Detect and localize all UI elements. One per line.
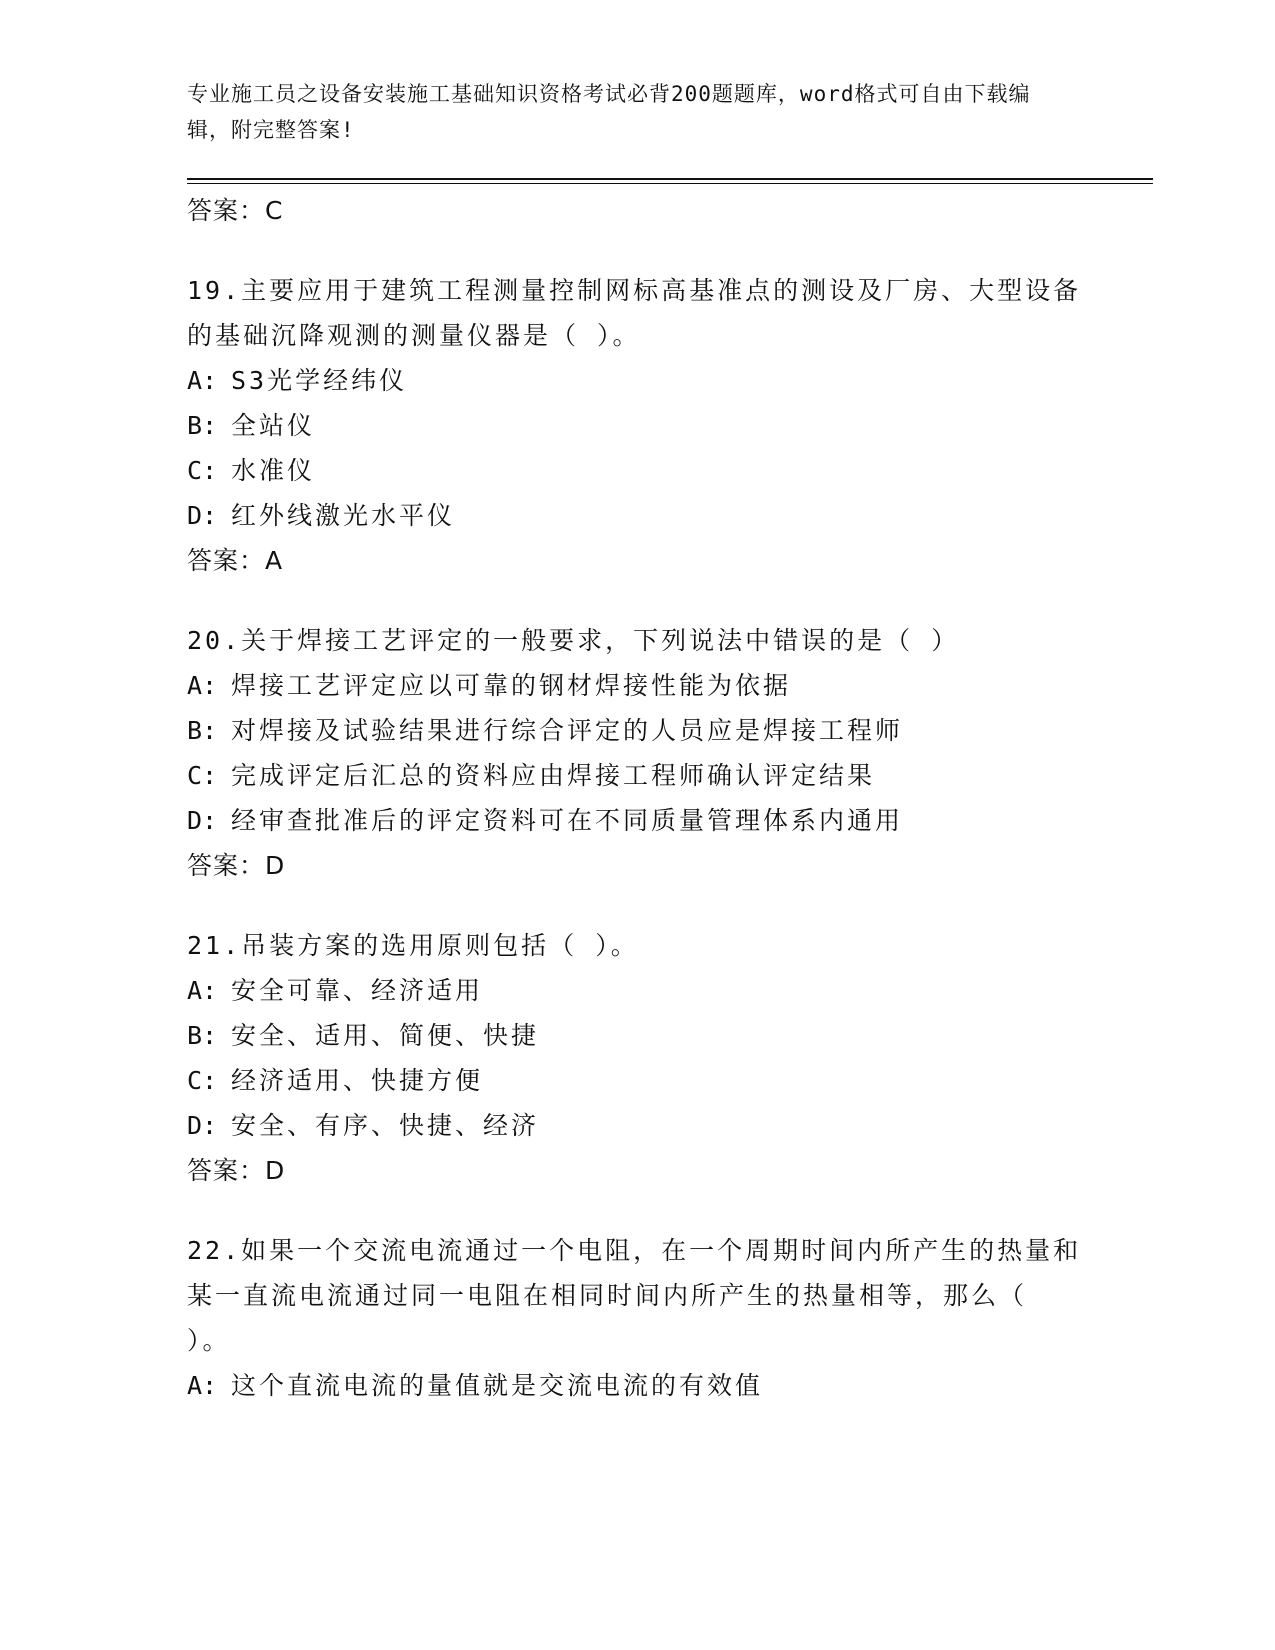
question-text: 19.主要应用于建筑工程测量控制网标高基准点的测设及厂房、大型设备的基础沉降观测的测量仪器是（ ）。: [187, 276, 1082, 350]
option-text: 全站仪: [231, 411, 316, 440]
question-list: [187, 188, 1087, 1408]
question-text: 22.如果一个交流电流通过一个电阻，在一个周期时间内所产生的热量和某一直流电流通过同一电阻在相同时间内所产生的热量相等，那么（ ）。: [187, 1236, 1082, 1355]
answer-line: 答案：D: [187, 851, 286, 880]
option-text: 安全、有序、快捷、经济: [231, 1111, 540, 1140]
question-text: 20.关于焊接工艺评定的一般要求，下列说法中错误的是（ ）: [187, 626, 960, 655]
answer-line: 答案：A: [187, 546, 284, 575]
option-text: 红外线激光水平仪: [231, 501, 456, 530]
option-label: A:: [187, 976, 218, 1005]
option-label: A:: [187, 671, 218, 700]
header-rule-thin: [187, 183, 1153, 184]
option-label: B:: [187, 1021, 218, 1050]
option-text: 安全可靠、经济适用: [231, 976, 484, 1005]
option-text: S3光学经纬仪: [231, 366, 408, 395]
option-b: [187, 1013, 1087, 1058]
option-text: 安全、适用、简便、快捷: [231, 1021, 540, 1050]
option-label: A:: [187, 366, 218, 395]
option-label: D:: [187, 1111, 218, 1140]
option-text: 这个直流电流的量值就是交流电流的有效值: [231, 1371, 764, 1400]
question-19: [187, 268, 1087, 584]
question-text: 21.吊装方案的选用原则包括（ ）。: [187, 931, 639, 960]
option-label: D:: [187, 501, 218, 530]
option-label: C:: [187, 1066, 218, 1095]
option-c: [187, 753, 1087, 798]
option-text: 对焊接及试验结果进行综合评定的人员应是焊接工程师: [231, 716, 904, 745]
header-rule-thick: [187, 178, 1153, 180]
option-label: B:: [187, 716, 218, 745]
option-label: D:: [187, 806, 218, 835]
question-22: [187, 1228, 1087, 1408]
option-d: [187, 493, 1087, 538]
option-a: [187, 1363, 1087, 1408]
option-text: 水准仪: [231, 456, 316, 485]
option-text: 经审查批准后的评定资料可在不同质量管理体系内通用: [231, 806, 904, 835]
question-20: [187, 618, 1087, 889]
spacer: [187, 234, 1087, 268]
option-label: A:: [187, 1371, 218, 1400]
option-text: 经济适用、快捷方便: [231, 1066, 484, 1095]
option-a: [187, 968, 1087, 1013]
page-header: 专业施工员之设备安装施工基础知识资格考试必背200题题库，word格式可自由下载编辑，附完整答案!: [187, 82, 1031, 142]
option-label: C:: [187, 761, 218, 790]
option-label: B:: [187, 411, 218, 440]
spacer: [187, 584, 1087, 618]
option-label: C:: [187, 456, 218, 485]
option-b: [187, 403, 1087, 448]
spacer: [187, 889, 1087, 923]
option-c: [187, 1058, 1087, 1103]
option-c: [187, 448, 1087, 493]
spacer: [187, 1194, 1087, 1228]
question-21: [187, 923, 1087, 1194]
option-a: [187, 663, 1087, 708]
answer-line: 答案：D: [187, 1156, 286, 1185]
option-d: [187, 1103, 1087, 1148]
option-text: 焊接工艺评定应以可靠的钢材焊接性能为依据: [231, 671, 792, 700]
option-d: [187, 798, 1087, 843]
option-a: [187, 358, 1087, 403]
option-text: 完成评定后汇总的资料应由焊接工程师确认评定结果: [231, 761, 876, 790]
option-b: [187, 708, 1087, 753]
answer-line: 答案：C: [187, 196, 284, 225]
